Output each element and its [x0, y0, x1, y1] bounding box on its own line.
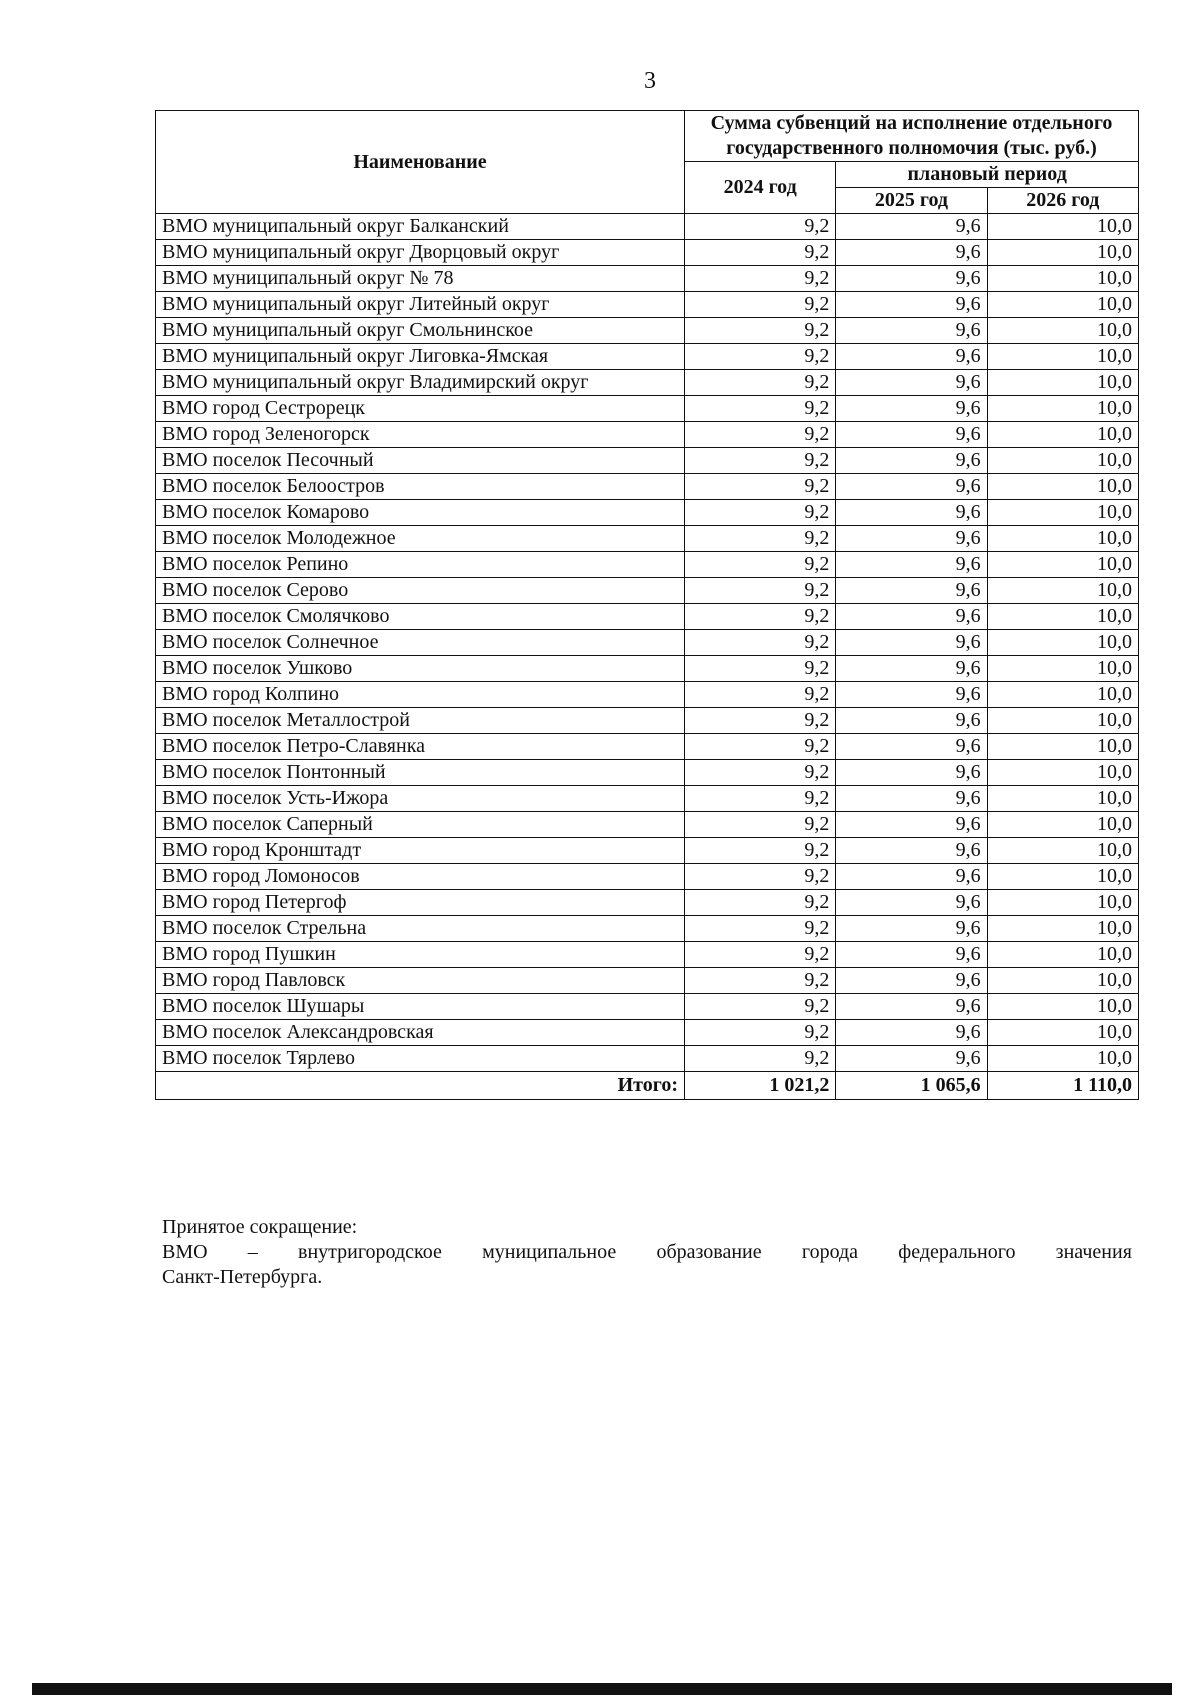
row-value-2026: 10,0	[987, 942, 1138, 968]
row-value-2024: 9,2	[685, 968, 836, 994]
table-row	[156, 890, 1139, 916]
row-value-2025: 9,6	[836, 344, 987, 370]
row-value-2026: 10,0	[987, 214, 1138, 240]
row-value-2025: 9,6	[836, 968, 987, 994]
row-value-2024: 9,2	[685, 578, 836, 604]
row-name: ВМО город Петергоф	[156, 890, 685, 916]
row-value-2026: 10,0	[987, 344, 1138, 370]
row-value-2026: 10,0	[987, 526, 1138, 552]
row-value-2025: 9,6	[836, 786, 987, 812]
row-value-2024: 9,2	[685, 656, 836, 682]
row-value-2024: 9,2	[685, 838, 836, 864]
row-name: ВМО поселок Ушково	[156, 656, 685, 682]
table-row	[156, 786, 1139, 812]
header-name: Наименование	[156, 111, 685, 214]
row-name: ВМО муниципальный округ № 78	[156, 266, 685, 292]
row-value-2025: 9,6	[836, 578, 987, 604]
row-value-2026: 10,0	[987, 812, 1138, 838]
row-value-2026: 10,0	[987, 708, 1138, 734]
row-name: ВМО муниципальный округ Смольнинское	[156, 318, 685, 344]
row-name: ВМО поселок Металлострой	[156, 708, 685, 734]
header-year-2025: 2025 год	[836, 188, 987, 214]
table-row	[156, 916, 1139, 942]
row-value-2025: 9,6	[836, 526, 987, 552]
row-value-2024: 9,2	[685, 214, 836, 240]
row-value-2024: 9,2	[685, 890, 836, 916]
row-value-2025: 9,6	[836, 422, 987, 448]
row-value-2025: 9,6	[836, 604, 987, 630]
row-value-2025: 9,6	[836, 864, 987, 890]
table-row	[156, 474, 1139, 500]
row-name: ВМО муниципальный округ Литейный округ	[156, 292, 685, 318]
row-value-2024: 9,2	[685, 708, 836, 734]
row-name: ВМО город Ломоносов	[156, 864, 685, 890]
row-value-2025: 9,6	[836, 630, 987, 656]
row-value-2025: 9,6	[836, 734, 987, 760]
header-year-2024: 2024 год	[685, 162, 836, 214]
row-value-2024: 9,2	[685, 422, 836, 448]
row-value-2024: 9,2	[685, 604, 836, 630]
row-name: ВМО поселок Тярлево	[156, 1046, 685, 1072]
row-value-2026: 10,0	[987, 292, 1138, 318]
abbreviation-word: муниципальное	[482, 1241, 617, 1263]
row-value-2024: 9,2	[685, 318, 836, 344]
row-name: ВМО город Павловск	[156, 968, 685, 994]
row-value-2025: 9,6	[836, 318, 987, 344]
row-value-2025: 9,6	[836, 682, 987, 708]
row-value-2025: 9,6	[836, 890, 987, 916]
abbreviation-word: –	[247, 1241, 258, 1263]
row-name: ВМО поселок Петро-Славянка	[156, 734, 685, 760]
row-name: ВМО город Сестрорецк	[156, 396, 685, 422]
table-row	[156, 266, 1139, 292]
abbreviation-note	[162, 1215, 1132, 1290]
page-number: 3	[644, 68, 656, 94]
table-row	[156, 682, 1139, 708]
row-value-2026: 10,0	[987, 630, 1138, 656]
row-value-2024: 9,2	[685, 760, 836, 786]
row-value-2025: 9,6	[836, 266, 987, 292]
row-name: ВМО поселок Белоостров	[156, 474, 685, 500]
row-value-2024: 9,2	[685, 994, 836, 1020]
row-value-2025: 9,6	[836, 916, 987, 942]
row-name: ВМО поселок Смолячково	[156, 604, 685, 630]
header-planned-period: плановый период	[836, 162, 1139, 188]
table-row	[156, 760, 1139, 786]
row-value-2026: 10,0	[987, 916, 1138, 942]
row-value-2025: 9,6	[836, 708, 987, 734]
row-value-2026: 10,0	[987, 890, 1138, 916]
row-value-2026: 10,0	[987, 656, 1138, 682]
total-row	[156, 1072, 1139, 1100]
row-value-2026: 10,0	[987, 760, 1138, 786]
row-value-2025: 9,6	[836, 370, 987, 396]
total-2024: 1 021,2	[685, 1072, 836, 1100]
row-name: ВМО поселок Комарово	[156, 500, 685, 526]
row-value-2026: 10,0	[987, 1046, 1138, 1072]
row-value-2024: 9,2	[685, 682, 836, 708]
row-value-2024: 9,2	[685, 1046, 836, 1072]
row-value-2024: 9,2	[685, 344, 836, 370]
row-value-2024: 9,2	[685, 812, 836, 838]
row-value-2024: 9,2	[685, 396, 836, 422]
abbreviation-word: города	[801, 1241, 859, 1263]
row-value-2026: 10,0	[987, 500, 1138, 526]
table-row	[156, 578, 1139, 604]
note-continuation: Санкт-Петербурга.	[162, 1266, 323, 1288]
row-value-2026: 10,0	[987, 266, 1138, 292]
table-footer	[156, 1072, 1139, 1100]
row-value-2026: 10,0	[987, 682, 1138, 708]
table-row	[156, 812, 1139, 838]
row-value-2024: 9,2	[685, 786, 836, 812]
row-value-2026: 10,0	[987, 422, 1138, 448]
table-body	[156, 214, 1139, 1072]
row-value-2026: 10,0	[987, 838, 1138, 864]
row-value-2024: 9,2	[685, 240, 836, 266]
abbreviation-word: федерального	[898, 1241, 1016, 1263]
row-value-2024: 9,2	[685, 448, 836, 474]
row-value-2026: 10,0	[987, 396, 1138, 422]
table-row	[156, 214, 1139, 240]
table-row	[156, 240, 1139, 266]
table-row	[156, 838, 1139, 864]
row-value-2026: 10,0	[987, 474, 1138, 500]
row-value-2026: 10,0	[987, 1020, 1138, 1046]
table-row	[156, 994, 1139, 1020]
row-name: ВМО город Колпино	[156, 682, 685, 708]
row-value-2024: 9,2	[685, 916, 836, 942]
row-value-2025: 9,6	[836, 656, 987, 682]
subventions-table	[155, 110, 1139, 1100]
table-row	[156, 708, 1139, 734]
row-value-2024: 9,2	[685, 370, 836, 396]
row-name: ВМО поселок Солнечное	[156, 630, 685, 656]
row-value-2026: 10,0	[987, 994, 1138, 1020]
table-row	[156, 396, 1139, 422]
row-name: ВМО муниципальный округ Владимирский округ	[156, 370, 685, 396]
row-value-2026: 10,0	[987, 864, 1138, 890]
row-value-2025: 9,6	[836, 292, 987, 318]
row-name: ВМО поселок Репино	[156, 552, 685, 578]
table-row	[156, 968, 1139, 994]
row-value-2025: 9,6	[836, 240, 987, 266]
row-value-2024: 9,2	[685, 474, 836, 500]
row-value-2025: 9,6	[836, 214, 987, 240]
abbreviation-word: внутригородское	[298, 1241, 442, 1263]
table-row	[156, 344, 1139, 370]
total-2026: 1 110,0	[987, 1072, 1138, 1100]
row-value-2024: 9,2	[685, 552, 836, 578]
header-sum: Сумма субвенций на исполнение отдельного государственного полномочия (тыс. руб.)	[685, 111, 1139, 162]
row-name: ВМО город Пушкин	[156, 942, 685, 968]
row-name: ВМО поселок Александровская	[156, 1020, 685, 1046]
row-value-2025: 9,6	[836, 942, 987, 968]
row-name: ВМО муниципальный округ Балканский	[156, 214, 685, 240]
table-row	[156, 370, 1139, 396]
row-name: ВМО поселок Песочный	[156, 448, 685, 474]
row-value-2026: 10,0	[987, 578, 1138, 604]
row-name: ВМО муниципальный округ Дворцовый округ	[156, 240, 685, 266]
row-value-2024: 9,2	[685, 526, 836, 552]
table-row	[156, 448, 1139, 474]
header-year-2026: 2026 год	[987, 188, 1138, 214]
table-row	[156, 422, 1139, 448]
row-value-2025: 9,6	[836, 1020, 987, 1046]
row-value-2025: 9,6	[836, 1046, 987, 1072]
row-name: ВМО поселок Шушары	[156, 994, 685, 1020]
row-value-2024: 9,2	[685, 734, 836, 760]
abbreviation-word: значения	[1055, 1241, 1132, 1263]
row-value-2026: 10,0	[987, 448, 1138, 474]
table-row	[156, 604, 1139, 630]
table-row	[156, 318, 1139, 344]
table-row	[156, 734, 1139, 760]
row-value-2024: 9,2	[685, 266, 836, 292]
table-row	[156, 630, 1139, 656]
total-label: Итого:	[156, 1072, 685, 1100]
row-value-2026: 10,0	[987, 240, 1138, 266]
table-row	[156, 500, 1139, 526]
row-name: ВМО муниципальный округ Лиговка-Ямская	[156, 344, 685, 370]
row-value-2026: 10,0	[987, 604, 1138, 630]
row-value-2026: 10,0	[987, 968, 1138, 994]
row-value-2025: 9,6	[836, 994, 987, 1020]
total-2025: 1 065,6	[836, 1072, 987, 1100]
row-value-2026: 10,0	[987, 318, 1138, 344]
row-value-2025: 9,6	[836, 396, 987, 422]
row-name: ВМО поселок Молодежное	[156, 526, 685, 552]
row-name: ВМО город Зеленогорск	[156, 422, 685, 448]
row-value-2024: 9,2	[685, 864, 836, 890]
bottom-scan-border	[32, 1683, 1172, 1695]
row-value-2025: 9,6	[836, 448, 987, 474]
table-row	[156, 1020, 1139, 1046]
row-value-2025: 9,6	[836, 500, 987, 526]
row-value-2026: 10,0	[987, 734, 1138, 760]
row-name: ВМО поселок Серово	[156, 578, 685, 604]
abbreviation-word: ВМО	[162, 1241, 208, 1263]
row-value-2026: 10,0	[987, 786, 1138, 812]
row-name: ВМО поселок Понтонный	[156, 760, 685, 786]
row-value-2026: 10,0	[987, 370, 1138, 396]
table-row	[156, 942, 1139, 968]
row-value-2026: 10,0	[987, 552, 1138, 578]
row-name: ВМО поселок Усть-Ижора	[156, 786, 685, 812]
row-value-2025: 9,6	[836, 760, 987, 786]
row-name: ВМО поселок Стрельна	[156, 916, 685, 942]
row-value-2025: 9,6	[836, 812, 987, 838]
table-row	[156, 1046, 1139, 1072]
row-name: ВМО город Кронштадт	[156, 838, 685, 864]
table-header	[156, 111, 1139, 214]
table-row	[156, 552, 1139, 578]
row-value-2025: 9,6	[836, 838, 987, 864]
row-value-2024: 9,2	[685, 942, 836, 968]
abbreviation-word: образование	[656, 1241, 762, 1263]
table-row	[156, 292, 1139, 318]
row-value-2025: 9,6	[836, 474, 987, 500]
table-row	[156, 864, 1139, 890]
table-row	[156, 656, 1139, 682]
abbreviation-line	[162, 1240, 1132, 1265]
row-value-2024: 9,2	[685, 292, 836, 318]
row-name: ВМО поселок Саперный	[156, 812, 685, 838]
note-heading: Принятое сокращение:	[162, 1216, 358, 1238]
row-value-2024: 9,2	[685, 630, 836, 656]
table-row	[156, 526, 1139, 552]
row-value-2025: 9,6	[836, 552, 987, 578]
row-value-2024: 9,2	[685, 500, 836, 526]
row-value-2024: 9,2	[685, 1020, 836, 1046]
